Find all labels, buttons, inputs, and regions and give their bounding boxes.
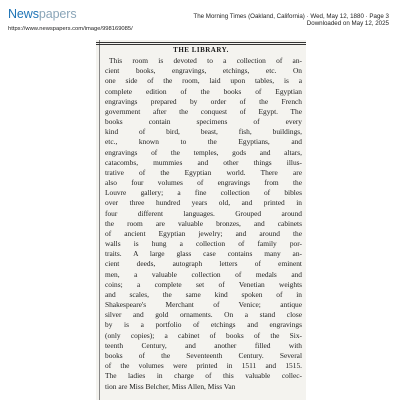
article-line: engravings of the temples, gods and altars,	[105, 147, 302, 157]
article-line: cient books, engravings, etchings, etc. On	[105, 66, 302, 76]
article-line: the room are valuable bronzes, and cabinets	[105, 218, 302, 228]
logo-text-papers: papers	[38, 7, 77, 21]
article-line: over three hundred years old, and printed in	[105, 198, 302, 208]
article-line: cient deeds, autograph letters of eminent	[105, 259, 302, 269]
top-rule-thin	[96, 44, 306, 45]
article-line: four different languages. Grouped around	[105, 208, 302, 218]
source-url[interactable]: https://www.newspapers.com/image/998169085/	[8, 26, 133, 32]
article-line: teenth Century, and another filled with	[105, 340, 302, 350]
article-line: by is a portfolio of etchings and engravings	[105, 320, 302, 330]
top-rule	[96, 42, 306, 43]
article-line: also four volumes of engravings from the	[105, 178, 302, 188]
page-header	[0, 0, 400, 40]
article-line: walls is hung a collection of family por-	[105, 239, 302, 249]
article-line: catacombs, mummies and other things illus-	[105, 157, 302, 167]
logo-text-news: News	[8, 7, 39, 21]
article-line: and scales, the same kind spoken of in	[105, 289, 302, 299]
article-line: The ladies in charge of this valuable collec-	[105, 371, 302, 381]
article-line: This room is devoted to a collection of an-	[109, 56, 302, 65]
article-line: Shakespeare's Merchant of Venice; antique	[105, 300, 302, 310]
article-line: trative of the Egyptian world. There are	[105, 167, 302, 177]
article-line: books of the Seventeenth Century. Several	[105, 350, 302, 360]
article-line: engravings prepared by order of the French	[105, 96, 302, 106]
article-line: of the volumes were printed in 1511 and 1515.	[105, 361, 302, 371]
article-line: coins; a complete set of Venetian weights	[105, 279, 302, 289]
article-title: THE LIBRARY.	[173, 46, 229, 54]
article-line: government after the conquest of Egypt. The	[105, 106, 302, 116]
article-line: books contain specimens of every	[105, 117, 302, 127]
article-line: Louvre gallery; a fine collection of bibles	[105, 188, 302, 198]
article-body	[105, 56, 302, 392]
article-line: traits. A large glass case contains many an-	[105, 249, 302, 259]
newspaper-clipping	[96, 40, 306, 400]
article-line: one side of the room, laid upon tables, is a	[105, 76, 302, 86]
article-line: silver and gold ornaments. On a stand close	[105, 310, 302, 320]
article-line: tion are Miss Belcher, Miss Allen, Miss Van	[105, 381, 236, 391]
download-date: Downloaded on May 12, 2025	[306, 20, 389, 27]
newspapers-logo[interactable]	[8, 7, 76, 21]
article-line: etc., known to the Egyptians, and	[105, 137, 302, 147]
article-line: of ancient Egyptian jewelry; and around the	[105, 228, 302, 238]
article-line: kind of bird, beast, fish, buildings,	[105, 127, 302, 137]
publication-info: The Morning Times (Oakland, California) · Wed, May 12, 1880 · Page 3	[193, 13, 389, 20]
article-line: (only copies); a cabinet of books of the Six-	[105, 330, 302, 340]
article-line: complete edition of the books of Egyptian	[105, 86, 302, 96]
article-line: men, a valuable collection of medals and	[105, 269, 302, 279]
column-rule	[99, 40, 100, 400]
